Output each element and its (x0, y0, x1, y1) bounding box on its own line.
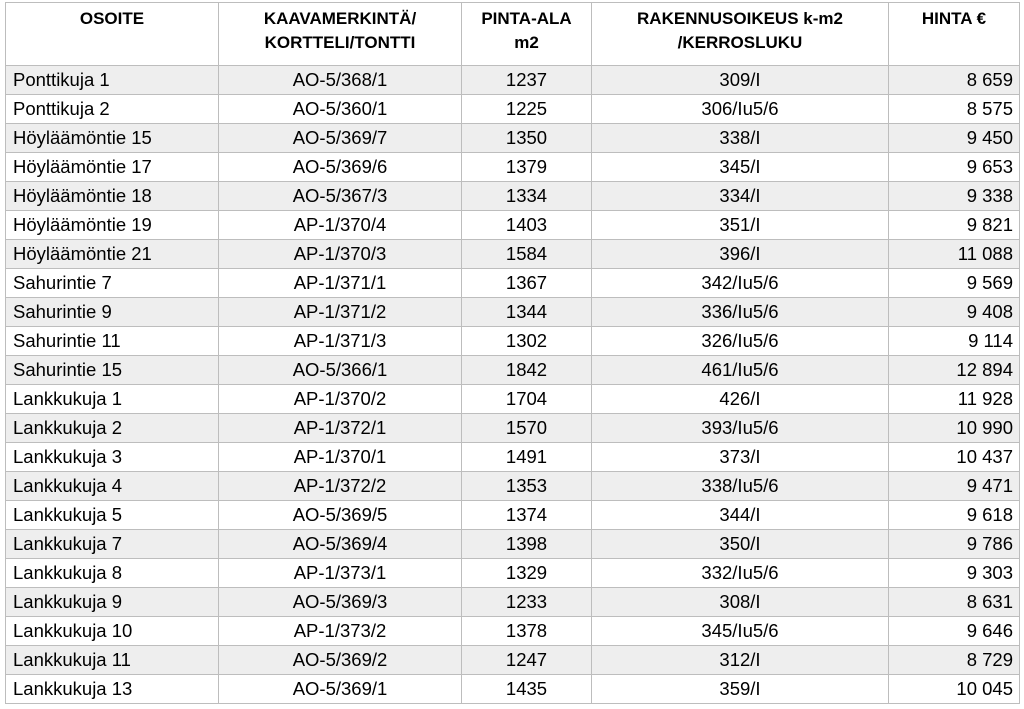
cell-price: 9 569 (889, 269, 1020, 298)
cell-price: 9 450 (889, 124, 1020, 153)
header-plan-designation-line-1: KAAVAMERKINTÄ/ (263, 9, 417, 28)
cell-price: 12 894 (889, 356, 1020, 385)
table-row (6, 617, 1020, 646)
cell-address: Höyläämöntie 15 (6, 124, 219, 153)
cell-plan-designation: AO-5/366/1 (219, 356, 462, 385)
cell-building-right: 351/I (592, 211, 889, 240)
cell-building-right: 334/I (592, 182, 889, 211)
header-building-right-line-2: /KERROSLUKU (677, 33, 803, 52)
cell-building-right: 342/Iu5/6 (592, 269, 889, 298)
cell-price: 9 303 (889, 559, 1020, 588)
cell-plan-designation: AO-5/369/1 (219, 675, 462, 704)
header-address (6, 3, 219, 66)
header-area-line-1: PINTA-ALA (481, 9, 572, 28)
plot-table-container (5, 2, 1020, 704)
header-area (462, 3, 592, 66)
table-row (6, 501, 1020, 530)
cell-area: 1435 (462, 675, 592, 704)
cell-price: 11 928 (889, 385, 1020, 414)
cell-area: 1329 (462, 559, 592, 588)
cell-plan-designation: AP-1/370/3 (219, 240, 462, 269)
cell-price: 10 045 (889, 675, 1020, 704)
cell-price: 8 659 (889, 66, 1020, 95)
cell-address: Lankkukuja 2 (6, 414, 219, 443)
header-building-right-line-1: RAKENNUSOIKEUS k-m2 (637, 9, 843, 28)
header-plan-designation (219, 3, 462, 66)
cell-building-right: 312/I (592, 646, 889, 675)
cell-area: 1334 (462, 182, 592, 211)
cell-building-right: 461/Iu5/6 (592, 356, 889, 385)
table-row (6, 211, 1020, 240)
cell-address: Lankkukuja 11 (6, 646, 219, 675)
cell-area: 1350 (462, 124, 592, 153)
table-row (6, 269, 1020, 298)
cell-area: 1344 (462, 298, 592, 327)
table-row (6, 646, 1020, 675)
cell-building-right: 332/Iu5/6 (592, 559, 889, 588)
cell-address: Lankkukuja 4 (6, 472, 219, 501)
cell-plan-designation: AO-5/367/3 (219, 182, 462, 211)
cell-building-right: 426/I (592, 385, 889, 414)
table-row (6, 443, 1020, 472)
table-row (6, 66, 1020, 95)
cell-address: Höyläämöntie 18 (6, 182, 219, 211)
cell-area: 1398 (462, 530, 592, 559)
cell-building-right: 326/Iu5/6 (592, 327, 889, 356)
cell-building-right: 306/Iu5/6 (592, 95, 889, 124)
table-row (6, 588, 1020, 617)
cell-price: 9 618 (889, 501, 1020, 530)
table-row (6, 298, 1020, 327)
cell-building-right: 359/I (592, 675, 889, 704)
cell-plan-designation: AP-1/370/2 (219, 385, 462, 414)
cell-plan-designation: AO-5/369/3 (219, 588, 462, 617)
cell-building-right: 396/I (592, 240, 889, 269)
cell-address: Lankkukuja 9 (6, 588, 219, 617)
cell-plan-designation: AP-1/372/1 (219, 414, 462, 443)
cell-plan-designation: AP-1/370/1 (219, 443, 462, 472)
header-address-line-1: OSOITE (79, 9, 145, 28)
cell-price: 9 471 (889, 472, 1020, 501)
header-price (889, 3, 1020, 66)
cell-plan-designation: AO-5/360/1 (219, 95, 462, 124)
cell-building-right: 393/Iu5/6 (592, 414, 889, 443)
header-building-right (592, 3, 889, 66)
cell-address: Lankkukuja 7 (6, 530, 219, 559)
table-row (6, 675, 1020, 704)
cell-address: Höyläämöntie 17 (6, 153, 219, 182)
cell-plan-designation: AO-5/368/1 (219, 66, 462, 95)
cell-price: 9 653 (889, 153, 1020, 182)
table-row (6, 95, 1020, 124)
cell-address: Lankkukuja 5 (6, 501, 219, 530)
cell-plan-designation: AO-5/369/6 (219, 153, 462, 182)
cell-price: 11 088 (889, 240, 1020, 269)
cell-price: 9 786 (889, 530, 1020, 559)
cell-address: Lankkukuja 3 (6, 443, 219, 472)
cell-plan-designation: AP-1/373/2 (219, 617, 462, 646)
cell-area: 1584 (462, 240, 592, 269)
cell-area: 1842 (462, 356, 592, 385)
table-row (6, 182, 1020, 211)
cell-area: 1374 (462, 501, 592, 530)
cell-price: 8 575 (889, 95, 1020, 124)
table-row (6, 356, 1020, 385)
cell-price: 9 338 (889, 182, 1020, 211)
cell-area: 1570 (462, 414, 592, 443)
cell-plan-designation: AP-1/370/4 (219, 211, 462, 240)
cell-address: Sahurintie 7 (6, 269, 219, 298)
cell-plan-designation: AP-1/371/2 (219, 298, 462, 327)
header-row (6, 3, 1020, 66)
cell-address: Ponttikuja 1 (6, 66, 219, 95)
cell-address: Sahurintie 11 (6, 327, 219, 356)
cell-price: 10 437 (889, 443, 1020, 472)
cell-area: 1302 (462, 327, 592, 356)
cell-area: 1379 (462, 153, 592, 182)
header-price-line-1: HINTA € (921, 9, 987, 28)
cell-area: 1225 (462, 95, 592, 124)
cell-price: 8 729 (889, 646, 1020, 675)
cell-area: 1378 (462, 617, 592, 646)
plot-price-table (5, 2, 1020, 704)
table-row (6, 414, 1020, 443)
cell-area: 1367 (462, 269, 592, 298)
table-row (6, 124, 1020, 153)
cell-area: 1491 (462, 443, 592, 472)
cell-building-right: 373/I (592, 443, 889, 472)
cell-building-right: 345/Iu5/6 (592, 617, 889, 646)
table-row (6, 385, 1020, 414)
cell-plan-designation: AP-1/373/1 (219, 559, 462, 588)
cell-building-right: 309/I (592, 66, 889, 95)
cell-plan-designation: AP-1/371/1 (219, 269, 462, 298)
cell-plan-designation: AO-5/369/4 (219, 530, 462, 559)
cell-building-right: 345/I (592, 153, 889, 182)
cell-price: 8 631 (889, 588, 1020, 617)
table-body (6, 66, 1020, 704)
cell-area: 1237 (462, 66, 592, 95)
cell-plan-designation: AO-5/369/7 (219, 124, 462, 153)
cell-price: 9 114 (889, 327, 1020, 356)
cell-area: 1247 (462, 646, 592, 675)
cell-price: 9 408 (889, 298, 1020, 327)
cell-building-right: 336/Iu5/6 (592, 298, 889, 327)
cell-area: 1353 (462, 472, 592, 501)
cell-building-right: 338/I (592, 124, 889, 153)
table-row (6, 472, 1020, 501)
cell-price: 9 821 (889, 211, 1020, 240)
table-row (6, 530, 1020, 559)
cell-area: 1704 (462, 385, 592, 414)
cell-address: Lankkukuja 8 (6, 559, 219, 588)
header-plan-designation-line-2: KORTTELI/TONTTI (264, 33, 416, 52)
cell-plan-designation: AP-1/371/3 (219, 327, 462, 356)
table-row (6, 327, 1020, 356)
cell-address: Lankkukuja 10 (6, 617, 219, 646)
cell-building-right: 344/I (592, 501, 889, 530)
cell-address: Ponttikuja 2 (6, 95, 219, 124)
cell-address: Höyläämöntie 19 (6, 211, 219, 240)
table-row (6, 559, 1020, 588)
cell-area: 1403 (462, 211, 592, 240)
table-row (6, 153, 1020, 182)
cell-address: Höyläämöntie 21 (6, 240, 219, 269)
cell-area: 1233 (462, 588, 592, 617)
cell-address: Lankkukuja 13 (6, 675, 219, 704)
cell-building-right: 308/I (592, 588, 889, 617)
cell-price: 10 990 (889, 414, 1020, 443)
cell-address: Sahurintie 15 (6, 356, 219, 385)
cell-address: Lankkukuja 1 (6, 385, 219, 414)
cell-building-right: 350/I (592, 530, 889, 559)
cell-address: Sahurintie 9 (6, 298, 219, 327)
header-area-line-2: m2 (514, 33, 539, 52)
table-row (6, 240, 1020, 269)
cell-plan-designation: AO-5/369/5 (219, 501, 462, 530)
cell-plan-designation: AO-5/369/2 (219, 646, 462, 675)
cell-building-right: 338/Iu5/6 (592, 472, 889, 501)
cell-plan-designation: AP-1/372/2 (219, 472, 462, 501)
cell-price: 9 646 (889, 617, 1020, 646)
